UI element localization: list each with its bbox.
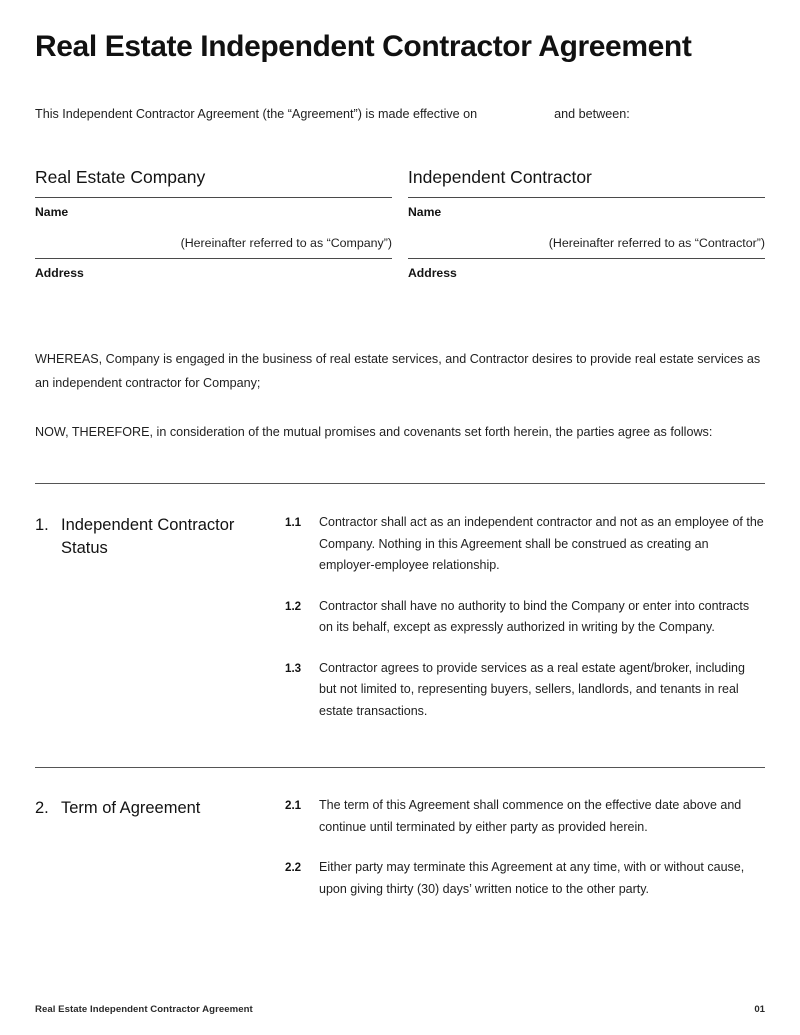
effective-date-intro: This Independent Contractor Agreement (the “Agreement”) is made effective on and between: bbox=[35, 106, 630, 121]
section-1-divider bbox=[35, 483, 765, 484]
section-1-title: Independent Contractor Status bbox=[61, 516, 235, 557]
page-footer bbox=[35, 1004, 765, 1015]
party-company-name-label: Name bbox=[35, 205, 69, 220]
party-contractor bbox=[408, 167, 765, 282]
party-company-address-label: Address bbox=[35, 266, 84, 281]
section-2-divider bbox=[35, 767, 765, 768]
clause-1-1 bbox=[285, 512, 765, 577]
party-company-name-rule bbox=[35, 197, 392, 198]
clause-1-2 bbox=[285, 596, 765, 639]
clause-2-1-number: 2.1 bbox=[285, 799, 302, 813]
clause-1-3 bbox=[285, 658, 765, 723]
party-company-address-rule bbox=[35, 258, 392, 259]
party-contractor-heading: Independent Contractor bbox=[408, 167, 592, 188]
party-company-heading: Real Estate Company bbox=[35, 167, 206, 188]
party-contractor-name-rule bbox=[408, 197, 765, 198]
party-contractor-name-label: Name bbox=[408, 205, 442, 220]
section-2-heading bbox=[35, 795, 285, 820]
section-2-number: 2. bbox=[35, 799, 49, 818]
clause-1-2-text: Contractor shall have no authority to bind the Company or enter into contracts on its behalf, except as expressly authorized in writing by the Company. bbox=[319, 598, 750, 635]
section-2-title: Term of Agreement bbox=[61, 799, 201, 818]
recitals-block bbox=[35, 348, 765, 444]
recital-now-therefore: NOW, THEREFORE, in consideration of the mutual promises and covenants set forth herein, the parties agree as follows: bbox=[35, 424, 713, 439]
section-1-heading bbox=[35, 512, 285, 560]
footer-document-title: Real Estate Independent Contractor Agreement bbox=[35, 1004, 253, 1015]
clause-2-2 bbox=[285, 857, 765, 900]
recital-whereas: WHEREAS, Company is engaged in the business of real estate services, and Contractor desires to provide real estate services as an independent contractor for Company; bbox=[35, 352, 761, 390]
section-independent-contractor-status bbox=[35, 512, 765, 722]
party-company-hereinafter: (Hereinafter referred to as “Company”) bbox=[180, 236, 392, 251]
parties-block bbox=[35, 167, 765, 282]
page-title: Real Estate Independent Contractor Agreement bbox=[35, 30, 692, 63]
clause-1-3-text: Contractor agrees to provide services as a real estate agent/broker, including but not limited to, representing buyers, sellers, landlords, and tenants in real estate transactions. bbox=[319, 660, 745, 718]
section-1-number: 1. bbox=[35, 516, 49, 535]
clause-1-2-number: 1.2 bbox=[285, 599, 302, 613]
section-2-clauses bbox=[285, 795, 765, 900]
clause-2-1 bbox=[285, 795, 765, 838]
party-company bbox=[35, 167, 392, 282]
party-contractor-hereinafter: (Hereinafter referred to as “Contractor”) bbox=[548, 236, 765, 251]
clause-2-1-text: The term of this Agreement shall commence on the effective date above and continue until terminated by either party as provided herein. bbox=[319, 798, 742, 834]
clause-1-1-number: 1.1 bbox=[285, 516, 302, 530]
section-term-of-agreement bbox=[35, 795, 765, 900]
clause-1-3-number: 1.3 bbox=[285, 661, 302, 675]
clause-2-2-text: Either party may terminate this Agreement at any time, with or without cause, upon giving thirty (30) days’ written notice to the other party. bbox=[319, 860, 745, 896]
clause-1-1-text: Contractor shall act as an independent contractor and not as an employee of the Company. Nothing in this Agreement shall be construed as creating an employer-employee relationship. bbox=[319, 515, 764, 573]
section-1-clauses bbox=[285, 512, 765, 722]
clause-2-2-number: 2.2 bbox=[285, 861, 302, 875]
footer-page-number: 01 bbox=[754, 1004, 765, 1015]
party-contractor-address-rule bbox=[408, 258, 765, 259]
party-contractor-address-label: Address bbox=[408, 266, 457, 281]
